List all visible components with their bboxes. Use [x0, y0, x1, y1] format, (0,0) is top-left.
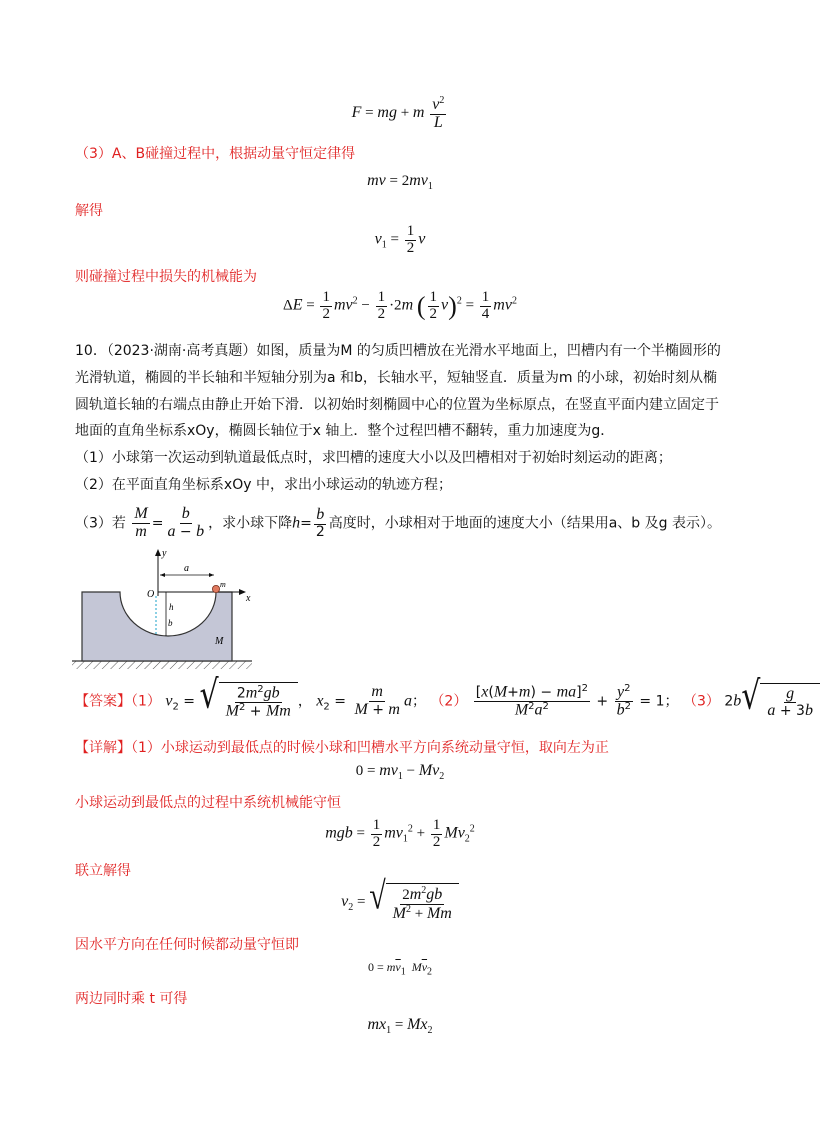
- q10-sub-3-suffix: 高度时，小球相对于地面的速度大小（结果用a、b 及g 表示）。: [328, 515, 721, 532]
- equation-force: F = mg + m $\frac{v^2}{L}$: [351, 95, 445, 131]
- x-axis-label: x: [246, 593, 251, 604]
- equation-momentum-detail: $0 = mv_1 - Mv_2$: [355, 762, 445, 782]
- multiply-t-heading: [75, 988, 187, 1008]
- q10-sub-3-mid: ，求小球下降: [208, 515, 293, 532]
- y-axis-arrow: [155, 549, 161, 556]
- detail-line: [75, 737, 735, 757]
- M-label: M: [215, 636, 224, 647]
- h-label: h: [169, 602, 174, 612]
- answer-part-2: （2）: [430, 693, 468, 710]
- groove-diagram: [70, 548, 260, 673]
- equation-energy-detail: mgb = $\frac{1}{2}$ $mv_1^2$ + $\frac{1}{2}$ $Mv_2^2$: [325, 817, 475, 850]
- groove-body: [82, 592, 232, 661]
- ball: [212, 585, 219, 592]
- q10-sub-2: （2）在平面直角坐标系xOy 中，求出小球运动的轨迹方程；: [75, 477, 452, 493]
- equation-displacement: $mx_1 = Mx_2$: [367, 1016, 433, 1036]
- ground-hatch: [72, 661, 252, 669]
- energy-loss-heading: 则碰撞过程中损失的机械能为: [75, 269, 257, 285]
- solve-label-1: 解得: [75, 203, 103, 219]
- y-axis-label: y: [162, 548, 167, 559]
- equation-v2: $v_2$ = √ $\frac{2m^2gb}{M^2 + Mm}$: [0, 883, 800, 923]
- q10-line-3: 圆轨道长轴的右端点由静止开始下滑．以初始时刻椭圆中心的位置为坐标原点，在竖直平面内建立固定于: [75, 397, 719, 413]
- a-arrow-left: [160, 573, 165, 577]
- equation-v1: $v_1$ = $\frac{1}{2}$ v: [374, 223, 426, 256]
- q10-sub-3-prefix: （3）若: [75, 515, 126, 532]
- equation-energy-loss: ΔE = $\frac{1}{2}$ $mv^2$ − $\frac{1}{2}$ ·2m ( $\frac{1}{2}$ v)$^2$ = $\frac{1}{4}$ $mv^2$: [283, 289, 517, 322]
- multiply-t-text: 两边同时乘 t 可得: [75, 991, 188, 1007]
- solve-label-2: 联立解得: [75, 863, 131, 879]
- answer-part-3: （3）: [682, 693, 720, 710]
- energy-conservation-heading: 小球运动到最低点的过程中系统机械能守恒: [75, 795, 341, 811]
- part3-heading: （3）A、B碰撞过程中，根据动量守恒定律得: [75, 146, 356, 162]
- q10-line-1: 10．（2023·湖南·高考真题）如图，质量为M 的匀质凹槽放在光滑水平地面上，凹槽内有一个半椭圆形的: [75, 343, 721, 359]
- origin-label: O: [147, 589, 155, 600]
- q10-line-4: 地面的直角坐标系xOy，椭圆长轴位于x 轴上．整个过程凹槽不翻转，重力加速度为g．: [75, 423, 615, 439]
- momentum-any-time-heading: 因水平方向在任何时候都动量守恒即: [75, 937, 299, 953]
- q10-line-2: 光滑轨道，椭圆的半长轴和半短轴分别为a 和b，长轴水平，短轴竖直．质量为m 的小球，初始时刻从椭: [75, 370, 718, 386]
- a-label: a: [184, 563, 189, 574]
- b-label: b: [168, 618, 173, 628]
- x-axis-arrow: [239, 589, 246, 595]
- answer-line: 【答案】（1） $v_2$ = √ $\frac{2m^2gb}{M^2 + Mm}$ ， $x_2$ = $\frac{m}{M + m}$ a； （2） $\frac{[x(M+m) - ma]^2}{M^2a^2}$ + $\frac{y^2}{b^2}$ = 1； （3） 2b √ $\frac{g}{a + 3b}$: [75, 682, 735, 721]
- equation-momentum-bar: $0 = m\overline{v}_1$ $M\overline{v}_2$: [367, 960, 433, 978]
- m-label: m: [220, 580, 226, 589]
- equation-momentum-ab: mv = $2mv_1$: [367, 172, 433, 192]
- answer-label: 【答案】: [75, 693, 131, 710]
- q10-sub-3: （3）若 $\frac{M}{m}$ = $\frac{b}{a - b}$ ，求小球下降h= $\frac{b}{2}$ 高度时，小球相对于地面的速度大小（结果用a、b 及g 表示）。: [75, 505, 721, 540]
- answer-part-1: （1）: [131, 693, 161, 710]
- detail-label: 【详解】: [75, 740, 131, 756]
- a-arrow-right: [209, 573, 214, 577]
- detail-intro: （1）小球运动到最低点的时候小球和凹槽水平方向系统动量守恒，取向左为正: [131, 740, 609, 756]
- q10-sub-1: （1）小球第一次运动到轨道最低点时，求凹槽的速度大小以及凹槽相对于初始时刻运动的距离；: [75, 450, 672, 466]
